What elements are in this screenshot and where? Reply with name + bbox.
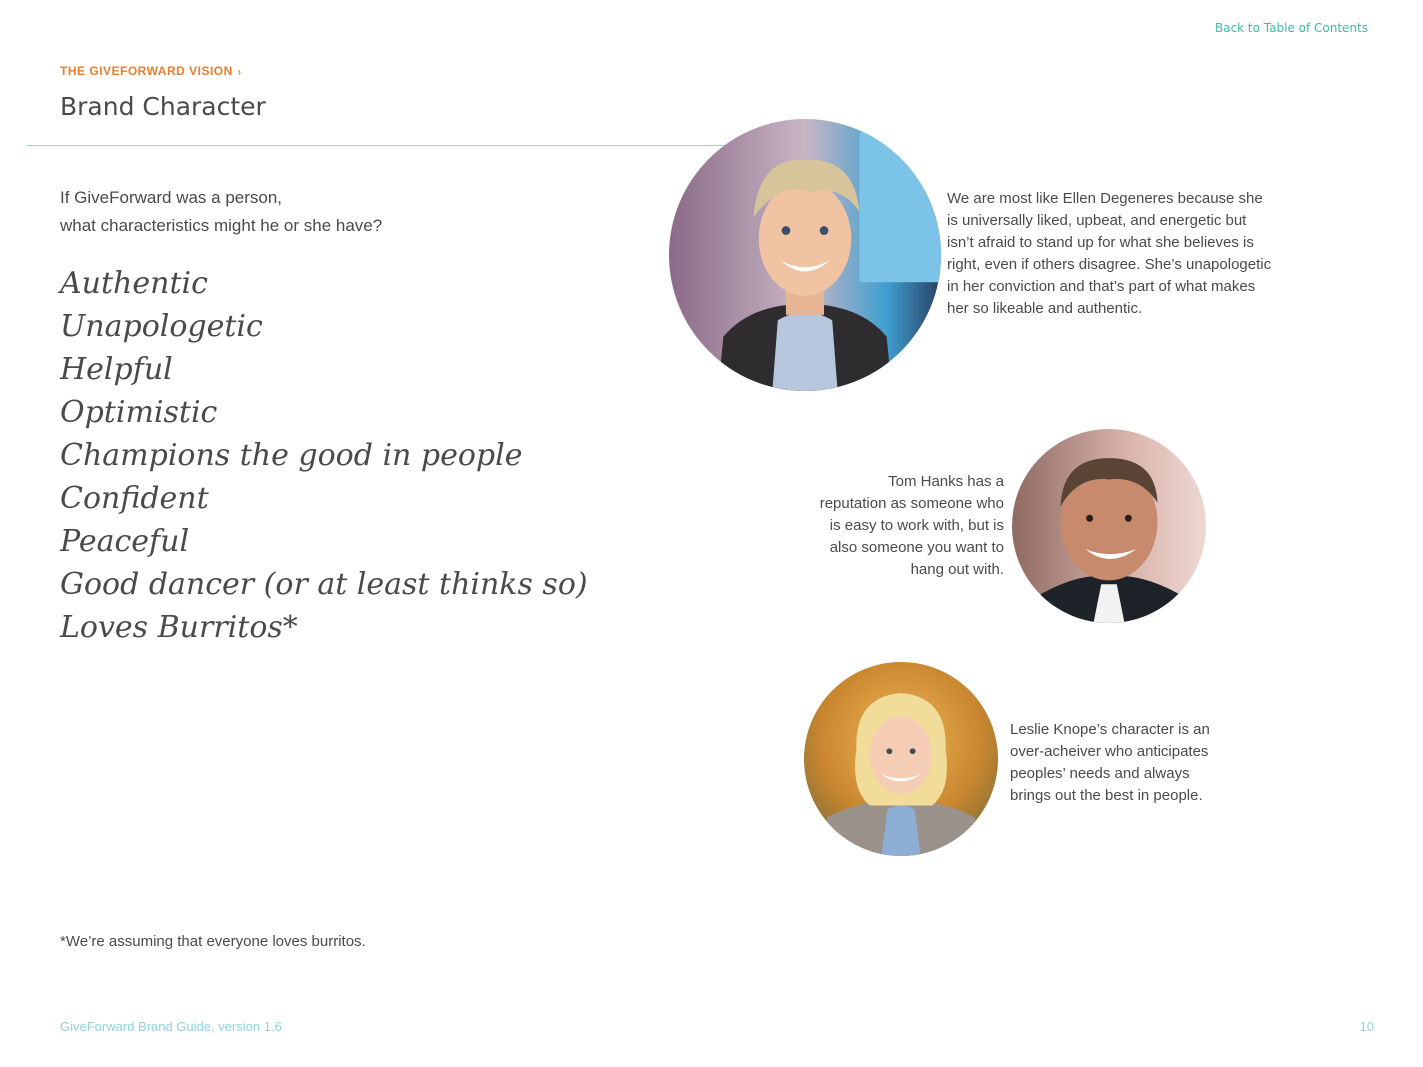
trait-item: Loves Burritos*	[60, 610, 298, 645]
page-title: Brand Character	[60, 92, 266, 121]
trait-item: Helpful	[60, 352, 173, 387]
page-number: 10	[1359, 1019, 1374, 1034]
footnote: *We’re assuming that everyone loves burritos.	[60, 933, 366, 950]
back-to-toc-link[interactable]: Back to Table of Contents	[1214, 21, 1368, 35]
trait-item: Authentic	[60, 266, 208, 301]
intro-text	[60, 184, 560, 240]
trait-item: Good dancer (or at least thinks so)	[60, 567, 588, 602]
trait-item: Champions the good in people	[60, 438, 523, 473]
trait-item: Unapologetic	[60, 309, 263, 344]
traits-list	[60, 262, 588, 649]
section-label: THE GIVEFORWARD VISION	[60, 64, 233, 78]
ellen-description: We are most like Ellen Degeneres because she is universally liked, upbeat, and energetic but isn’t afraid to stand up for what she believes is right, even if others disagree. She’s unapologetic in her conviction and that’s part of what makes her so likeable and authentic.	[947, 190, 1272, 317]
ellen-portrait	[669, 119, 941, 391]
tom-description: Tom Hanks has a reputation as someone who is easy to work with, but is also someone you want to hang out with.	[819, 473, 1004, 578]
intro-line-2: what characteristics might he or she have?	[60, 216, 383, 235]
section-breadcrumb	[60, 64, 242, 78]
leslie-description: Leslie Knope’s character is an over-acheiver who anticipates peoples’ needs and always brings out the best in people.	[1010, 721, 1210, 804]
trait-item: Peaceful	[60, 524, 190, 559]
trait-item: Optimistic	[60, 395, 218, 430]
footer-guide-title: GiveForward Brand Guide, version 1.6	[60, 1019, 282, 1034]
trait-item: Confident	[60, 481, 209, 516]
tom-portrait	[1012, 429, 1206, 623]
chevron-right-icon: ›	[237, 67, 242, 78]
leslie-portrait	[804, 662, 998, 856]
intro-line-1: If GiveForward was a person,	[60, 188, 283, 207]
header-divider	[27, 145, 727, 146]
